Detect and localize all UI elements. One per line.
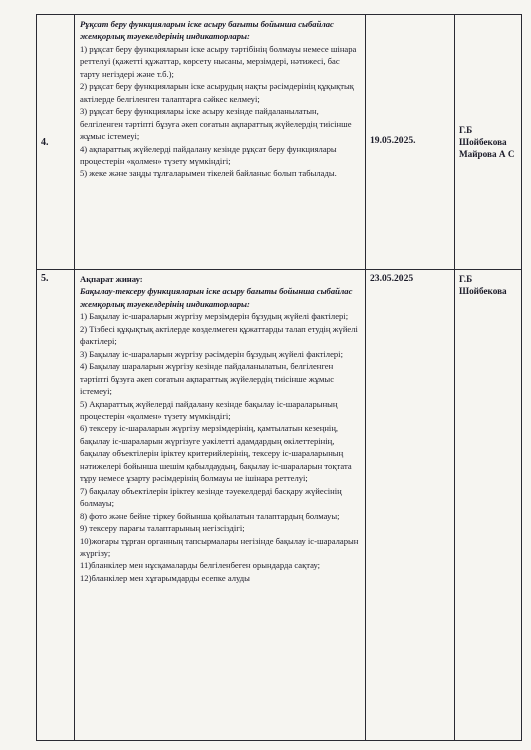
responsible-name: Шойбекова: [459, 137, 507, 147]
indicator-heading: Рұқсат беру функцияларын іске асыру бағыты бойынша сыбайлас жемқорлық тәуекелдерінің индикаторлары:: [80, 19, 334, 42]
responsible-cell: [455, 15, 522, 270]
indicator-item: 7) бақылау объектілерін іріктеу кезінде тәуекелдерді басқару жүйесінің болмауы;: [80, 485, 342, 509]
indicator-item: 2) рұқсат беру функцияларын іске асырудың нақты рәсімдерінің құқықтық актілерде белгіленген талаптарға сәйкес келмеуі;: [80, 81, 354, 104]
indicator-item: 3) Бақылау іс-шараларын жүргізу рәсімдерін бұзудың жүйелі фактілері;: [80, 348, 343, 359]
indicator-item: 5) Ақпараттық жүйелерді пайдалану кезінде бақылау іс-шараларының процестерін «қолмен» түзету мүмкіндігі;: [80, 398, 338, 421]
responsible-name: Г.Б: [459, 274, 473, 284]
indicator-item: 11)бланкілер мен нұсқамаларды белгіленбеген орындарда сақтау;: [80, 560, 321, 571]
section-subject: Ақпарат жинау:: [80, 274, 143, 284]
row-number-cell: [37, 15, 75, 270]
indicator-item: 8) фото және бейне тіркеу бойынша қойылатын талаптардың болмауы;: [80, 510, 340, 521]
responsible-name: Шойбекова: [459, 286, 507, 296]
table-row: [37, 270, 522, 741]
indicators-table: [36, 14, 522, 741]
date-cell: [366, 270, 455, 741]
indicator-item: 4) ақпараттық жүйелерді пайдалану кезінде рұқсат беру функциялары процестерін «қолмен» түзету мүмкіндігі;: [80, 143, 337, 166]
indicator-cell: [75, 270, 366, 741]
indicator-cell: [75, 15, 366, 270]
indicator-item: 10)жоғары тұрған органның тапсырмалары негізінде бақылау іс-шараларын жүргізу;: [80, 535, 359, 558]
indicator-item: 2) Тізбесі құқықтық актілерде көзделмеген құжаттарды талап етудің жүйелі фактілері;: [80, 323, 358, 347]
deadline-date: 19.05.2025.: [370, 135, 416, 146]
row-number: 4.: [41, 136, 49, 148]
responsible-cell: [455, 270, 522, 741]
row-number-cell: [37, 270, 75, 741]
indicator-item: 4) Бақылау шараларын жүргізу кезінде пайдаланылатын, белгіленген тәртіпті бұзуға әкеп соғатын ақпараттық жүйелердің тиісінше жұмыс істемеуі;: [80, 361, 335, 397]
responsible-name: Г.Б: [459, 125, 473, 135]
indicator-item: 1) рұқсат беру функцияларын іске асыру тәртібінің болмауы немесе шінара реттелуі (қажетті құжаттар, көрсету нысаны, мерзімдері, нәтижесі, бас тарту негіздері және т.б.);: [80, 43, 357, 79]
indicator-item: 6) тексеру іс-шараларын жүргізу мерзімдерінің, қамтылатын кезеңнің, бақылау іс-шараларын жүргізуге уәкілетті адамдардың өкілеттерінің, бақылау объектілерін іріктеу критерийлерінің, тексеру іс-шараларының нәтижелері бойынша шешім қабылдаудың, бақылау іс-шараларын тоқтата тұру немесе ұзарту рәсімдерінің болмауы не ішінара реттелуі;: [80, 423, 352, 484]
indicator-item: 3) рұқсат беру функциялары іске асыру кезінде пайдаланылатын, белгіленген тәртіпті бұзуға әкеп соғатын ақпараттық жүйелердің тиісінше жұмыс істемеуі;: [80, 106, 352, 142]
indicator-item: 9) тексеру парағы талаптарының негізсіздігі;: [80, 523, 245, 534]
indicator-item: 12)бланкілер мен хұғарымдарды есепке алуды: [80, 572, 250, 583]
responsible-name: Майрова А С: [459, 149, 515, 159]
deadline-date: 23.05.2025: [370, 273, 414, 284]
row-number: 5.: [41, 273, 49, 284]
indicator-item: 5) жеке және заңды тұлғаларымен тікелей байланыс болып табылады.: [80, 168, 337, 179]
indicator-heading: Бақылау-тексеру функцияларын іске асыру бағыты бойынша сыбайлас жемқорлық тәуекелдерінің индикаторлары:: [80, 286, 353, 309]
table-row: [37, 15, 522, 270]
indicator-item: 1) Бақылау іс-шараларын жүргізу мерзімдерін бұзудың жүйелі фактілері;: [80, 311, 349, 322]
date-cell: [366, 15, 455, 270]
